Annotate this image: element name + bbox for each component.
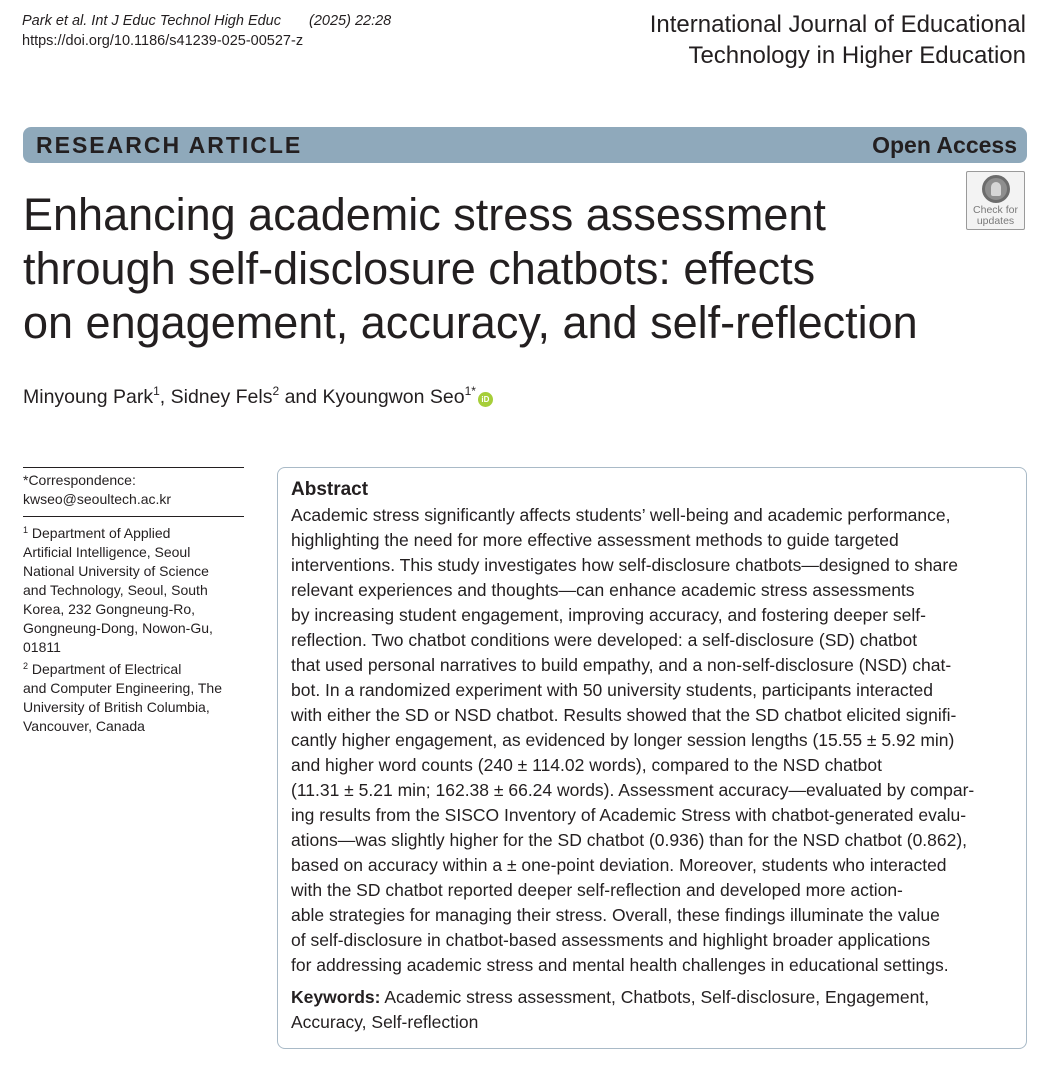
article-title (23, 188, 983, 350)
check-for-updates-line: Check for (973, 204, 1018, 216)
sidebar-affiliations (23, 467, 244, 736)
keywords (291, 985, 1013, 1035)
abstract-line: ing results from the SISCO Inventory of Academic Stress with chatbot-generated evalu- (291, 805, 967, 825)
affiliation-line: 01811 (23, 639, 61, 655)
abstract-line: based on accuracy within a ± one-point deviation. Moreover, students who interacted (291, 855, 947, 875)
abstract-body (291, 503, 1013, 978)
affiliation-line: and Computer Engineering, The (23, 680, 222, 696)
article-type-banner (23, 127, 1027, 163)
citation-authors: Park (22, 13, 56, 29)
journal-name-line: International Journal of Educational (649, 11, 1026, 38)
abstract-line: by increasing student engagement, improving accuracy, and fostering deeper self- (291, 605, 926, 625)
correspondence (23, 468, 244, 516)
abstract-line: with the SD chatbot reported deeper self-reflection and developed more action- (291, 880, 903, 900)
affiliation-text: Department of Electrical (28, 661, 182, 677)
affiliation-line: University of British Columbia, (23, 699, 210, 715)
abstract-line: for addressing academic stress and mental health challenges in educational settings. (291, 955, 949, 975)
abstract-line: Academic stress significantly affects students’ well-being and academic performance, (291, 505, 951, 525)
abstract-line: ations—was slightly higher for the SD chatbot (0.936) than for the NSD chatbot (0.862), (291, 830, 968, 850)
author-name: , Sidney Fels (159, 386, 273, 408)
abstract-line: highlighting the need for more effective assessment methods to guide targeted (291, 530, 899, 550)
citation-etal: et al. (55, 13, 88, 29)
abstract-line: with either the SD or NSD chatbot. Results showed that the SD chatbot elicited signifi- (291, 705, 957, 725)
abstract-line: interventions. This study investigates how self-disclosure chatbots—designed to share (291, 555, 958, 575)
affiliation-line: National University of Science (23, 563, 209, 579)
journal-name-line: Technology in Higher Education (688, 42, 1026, 69)
check-for-updates-line: updates (976, 215, 1015, 227)
citation-year: (2025) 22:28 (309, 13, 392, 29)
title-line: through self-disclosure chatbots: effects (23, 243, 816, 294)
abstract-line: cantly higher engagement, as evidenced by longer session lengths (15.55 ± 5.92 min) (291, 730, 955, 750)
keywords-line (291, 985, 1013, 1010)
affiliation-line: and Technology, Seoul, South (23, 582, 208, 598)
author-name: Minyoung Park (23, 386, 154, 408)
abstract-line: able strategies for managing their stress. Overall, these findings illuminate the value (291, 905, 940, 925)
affiliation-line: Korea, 232 Gongneung-Ro, (23, 601, 196, 617)
affiliation-line: Gongneung-Dong, Nowon-Gu, (23, 620, 213, 636)
abstract-line: bot. In a randomized experiment with 50 university students, participants interacted (291, 680, 934, 700)
affiliation-number: 2 (23, 661, 29, 671)
title-line: on engagement, accuracy, and self-reflection (23, 297, 918, 348)
orcid-icon[interactable]: iD (478, 392, 493, 407)
affiliation-text: Department of Applied (28, 525, 171, 541)
check-for-updates-icon (982, 175, 1010, 203)
correspondence-label: *Correspondence: (23, 472, 136, 488)
affiliation-marker: 1 (153, 384, 160, 398)
title-line: Enhancing academic stress assessment (23, 189, 826, 240)
keywords-text: Academic stress assessment, Chatbots, Self-disclosure, Engagement, (384, 987, 930, 1007)
article-type: RESEARCH ARTICLE (36, 131, 303, 158)
author-name: and Kyoungwon Seo (279, 386, 465, 408)
affiliation-line: Vancouver, Canada (23, 718, 145, 734)
abstract-line: reflection. Two chatbot conditions were developed: a self-disclosure (SD) chatbot (291, 630, 918, 650)
author-list (23, 384, 493, 409)
keywords-label: Keywords: (291, 987, 381, 1007)
affiliation-marker: 1* (464, 384, 476, 398)
abstract-line: of self-disclosure in chatbot-based assessments and highlight broader applications (291, 930, 931, 950)
affiliation-line (23, 657, 244, 679)
abstract-line: (11.31 ± 5.21 min; 162.38 ± 66.24 words). Assessment accuracy—evaluated by compar- (291, 780, 975, 800)
abstract-line: relevant experiences and thoughts—can enhance academic stress assessments (291, 580, 915, 600)
affiliation-marker: 2 (272, 384, 280, 398)
abstract-line: and higher word counts (240 ± 114.02 words), compared to the NSD chatbot (291, 755, 883, 775)
citation-line (22, 11, 391, 31)
citation-journal: Int J Educ Technol High Educ (87, 13, 281, 29)
citation-header (22, 11, 391, 51)
affiliation-line: Artificial Intelligence, Seoul (23, 544, 191, 560)
abstract-box (277, 467, 1027, 1049)
abstract-line: that used personal narratives to build empathy, and a non-self-disclosure (NSD) chat- (291, 655, 952, 675)
open-access-label: Open Access (872, 131, 1017, 158)
affiliations (23, 517, 244, 736)
keywords-line: Accuracy, Self-reflection (291, 1012, 479, 1032)
abstract-heading: Abstract (291, 479, 369, 500)
affiliation-number: 1 (23, 525, 29, 535)
affiliation-line (23, 521, 244, 543)
journal-name (650, 9, 1026, 71)
correspondence-email[interactable]: kwseo@seoultech.ac.kr (23, 491, 172, 507)
doi-link[interactable]: https://doi.org/10.1186/s41239-025-00527-z (22, 33, 304, 49)
